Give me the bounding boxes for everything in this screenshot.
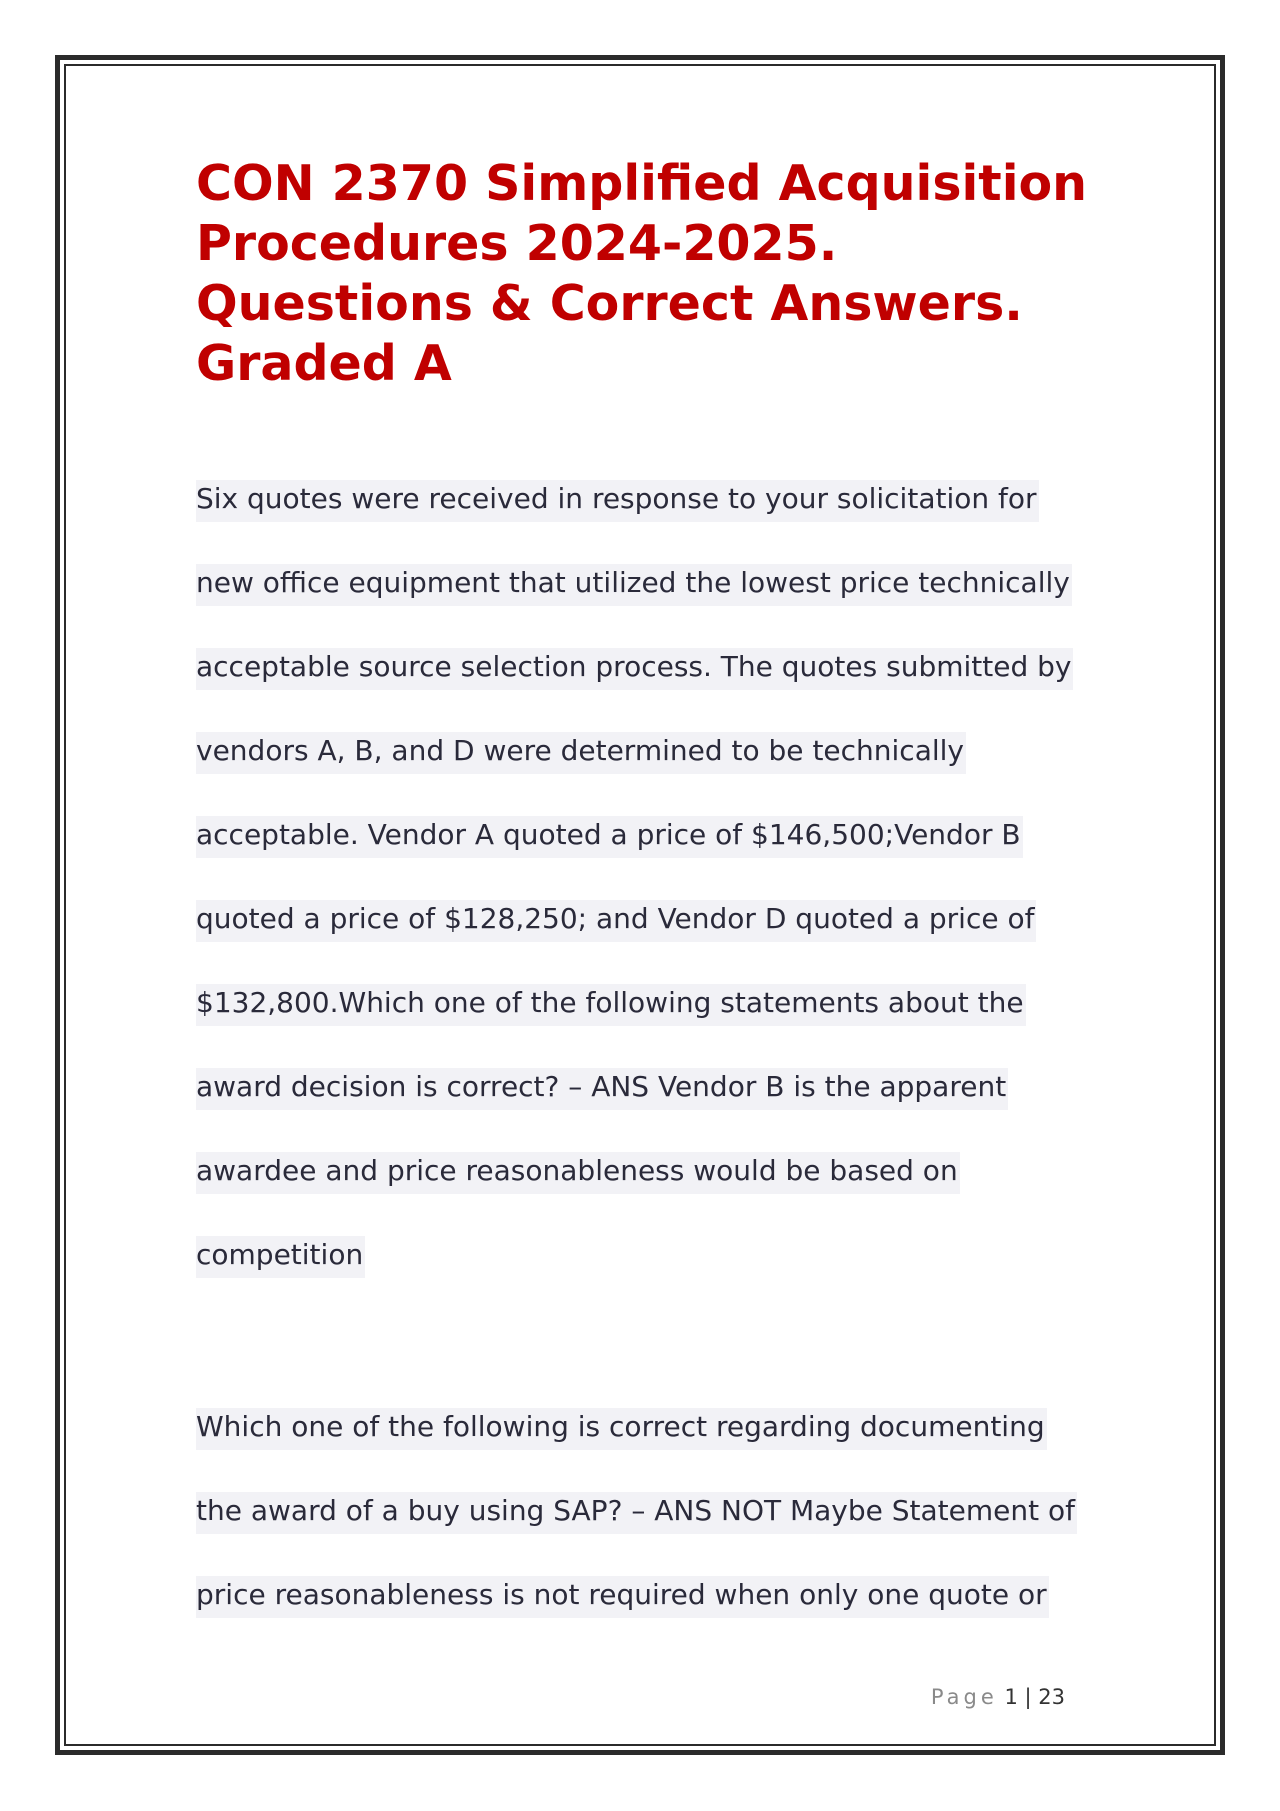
page-number: 1 (1004, 1685, 1018, 1709)
page-label: Page (930, 1685, 998, 1709)
paragraph-line: $132,800.Which one of the following statements about the (196, 984, 1026, 1026)
document-title: CON 2370 Simplified Acquisition Procedures 2024-2025. Questions & Correct Answers. Graded A (196, 155, 1088, 392)
paragraph-line: the award of a buy using SAP? – ANS NOT Maybe Statement of (196, 1492, 1077, 1534)
paragraph-line: Which one of the following is correct regarding documenting (196, 1408, 1047, 1450)
paragraph-line: award decision is correct? – ANS Vendor B is the apparent (196, 1068, 1008, 1110)
paragraph-line: vendors A, B, and D were determined to be technically (196, 732, 966, 774)
paragraph-line: Six quotes were received in response to your solicitation for (196, 480, 1039, 522)
paragraph-line: quoted a price of $128,250; and Vendor D quoted a price of (196, 900, 1036, 942)
paragraph-line: price reasonableness is not required when only one quote or (196, 1576, 1049, 1618)
paragraph-line: awardee and price reasonableness would be based on (196, 1152, 960, 1194)
page-separator: | (1024, 1685, 1032, 1709)
total-pages: 23 (1038, 1685, 1065, 1709)
page-footer (931, 1685, 1065, 1709)
paragraph-line: acceptable. Vendor A quoted a price of $146,500;Vendor B (196, 816, 1023, 858)
paragraph-line: new office equipment that utilized the lowest price technically (196, 564, 1072, 606)
paragraph-line: competition (196, 1236, 365, 1278)
paragraph-line: acceptable source selection process. The quotes submitted by (196, 648, 1073, 690)
